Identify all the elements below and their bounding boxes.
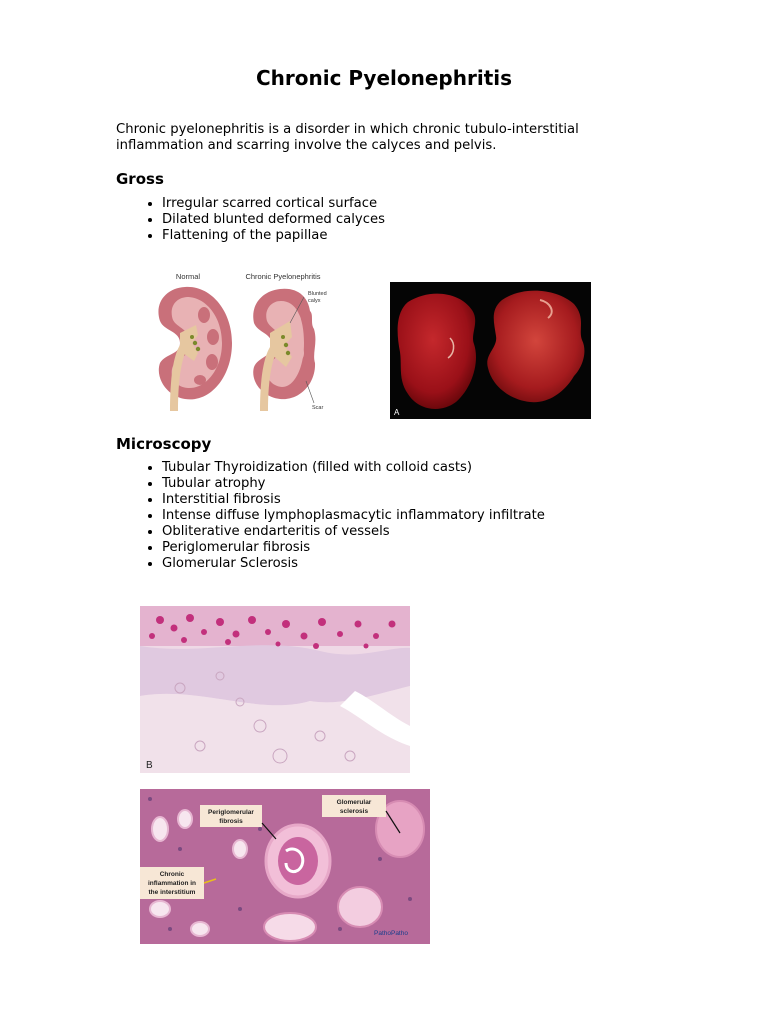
microscopy-item: • Intense diffuse lymphoplasmacytic inflammatory infiltrate (162, 508, 545, 524)
microscopy-item: • Obliterative endarteritis of vessels (162, 524, 545, 540)
gross-heading: Gross (116, 170, 164, 188)
low-power-histology-image (140, 606, 410, 773)
gross-item: • Flattening of the papillae (162, 228, 385, 244)
kidney-diagram (140, 265, 340, 415)
microscopy-heading: Microscopy (116, 435, 212, 453)
high-power-histology (140, 789, 430, 944)
label-normal: Normal (175, 272, 201, 281)
label-blunted: Blunted (308, 291, 327, 297)
intro-paragraph: Chronic pyelonephritis is a disorder in which chronic tubulo-interstitial inflammation and scarring involve the calyces and pelvis. (116, 122, 579, 153)
callout-glomerular-line2: sclerosis (339, 808, 369, 815)
label-calyx: calyx (308, 298, 321, 304)
kidney-diagram-figure (140, 265, 340, 415)
callout-chronic-line1: Chronic (159, 871, 185, 878)
microscopy-item: • Periglomerular fibrosis (162, 540, 545, 556)
gross-specimen-photo (390, 282, 591, 419)
callout-glomerular-line1: Glomerular (336, 799, 372, 806)
gross-item: • Dilated blunted deformed calyces (162, 212, 385, 228)
label-scar: Scar (312, 405, 324, 411)
microscopy-list (116, 460, 545, 572)
figure-label-a: A (394, 408, 400, 417)
label-chronic: Chronic Pyelonephritis (245, 272, 321, 281)
figure-label-b: B (146, 760, 153, 771)
microscopy-item: • Glomerular Sclerosis (162, 556, 545, 572)
microscopy-item: • Tubular atrophy (162, 476, 545, 492)
high-power-histology-image (140, 789, 430, 944)
gross-specimen-image (390, 282, 591, 419)
gross-list (116, 196, 385, 244)
callout-periglomerular-line2: fibrosis (219, 818, 243, 825)
low-power-histology (140, 606, 410, 773)
gross-item: • Irregular scarred cortical surface (162, 196, 385, 212)
microscopy-item: • Tubular Thyroidization (filled with colloid casts) (162, 460, 545, 476)
watermark: PathoPatho (374, 930, 408, 937)
page-title: Chronic Pyelonephritis (255, 66, 513, 90)
callout-chronic-line2: inflammation in (147, 880, 197, 887)
callout-chronic-line3: the interstitium (148, 889, 196, 896)
callout-periglomerular-line1: Periglomerular (208, 809, 254, 816)
microscopy-item: • Interstitial fibrosis (162, 492, 545, 508)
